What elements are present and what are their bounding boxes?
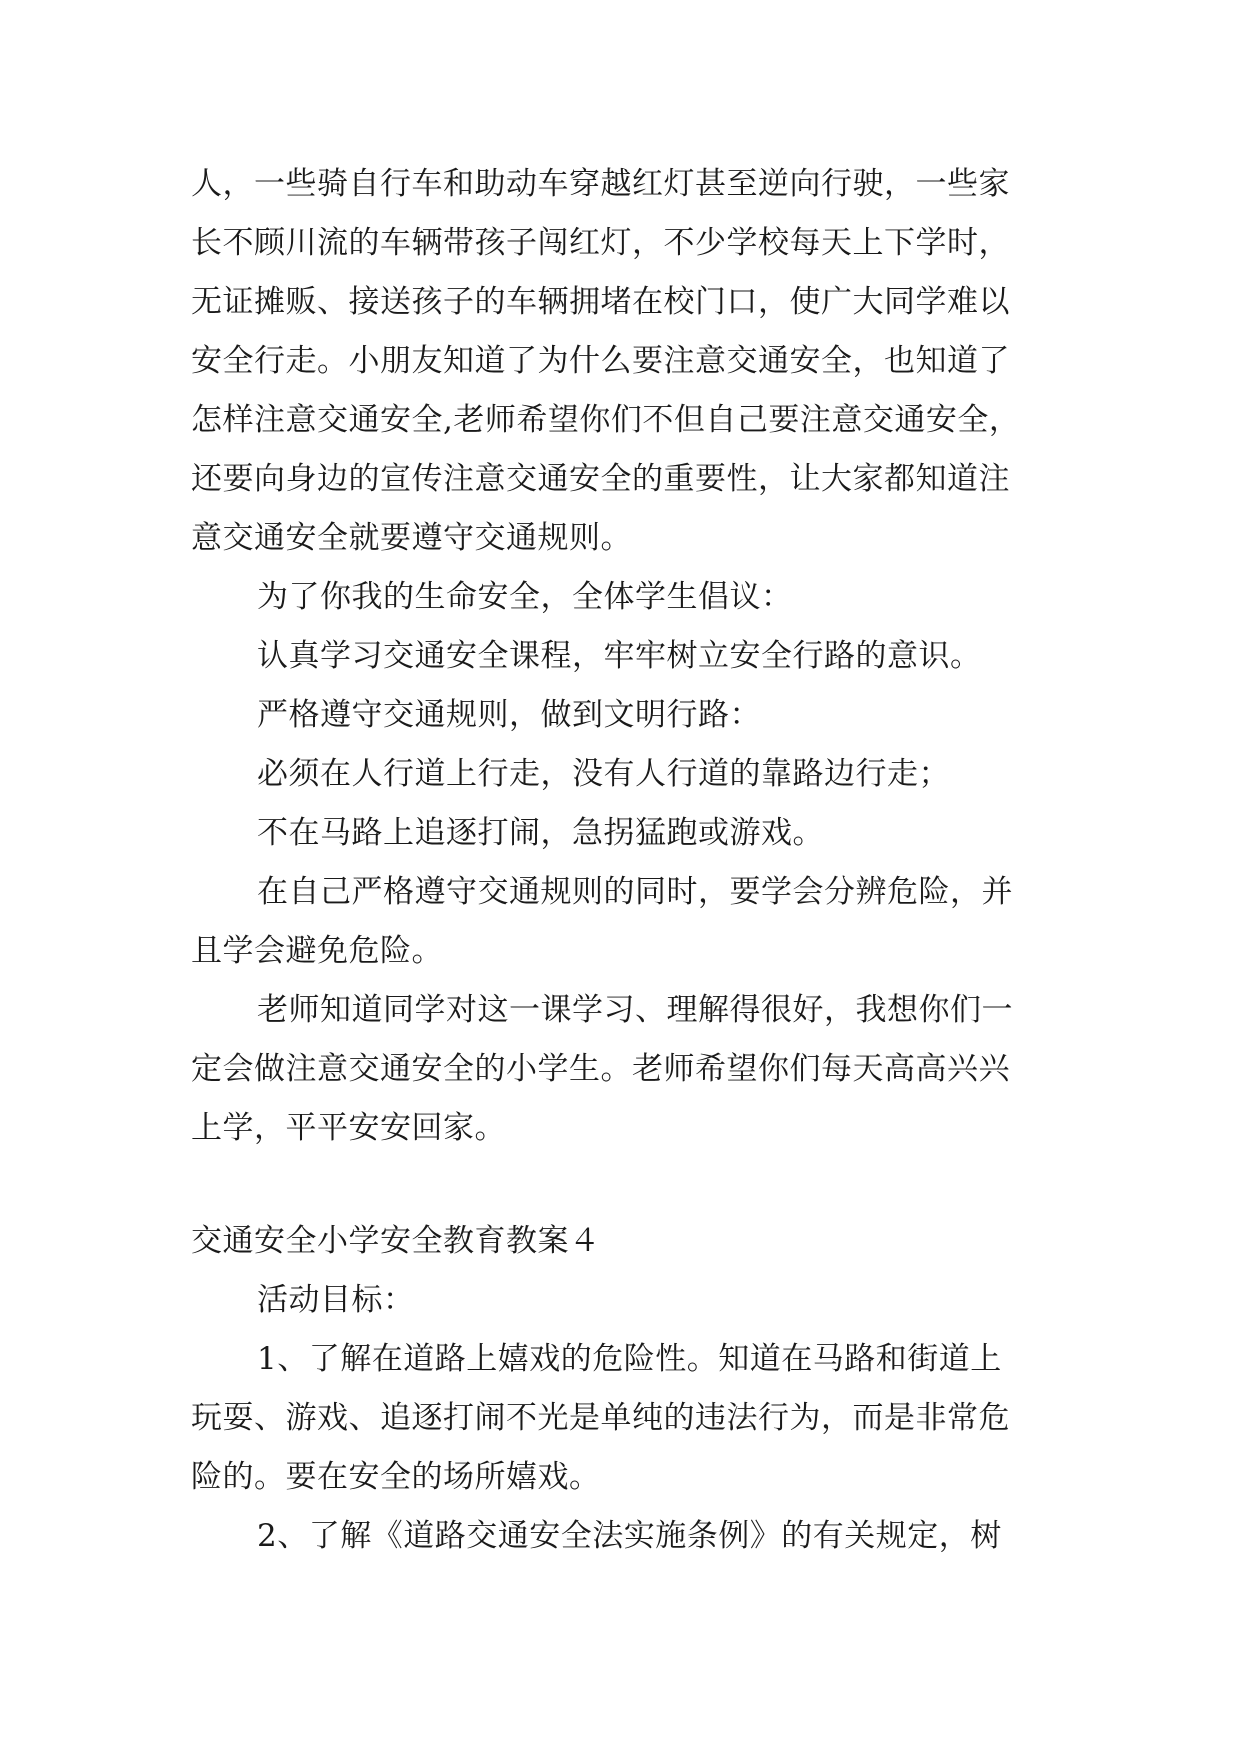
text-line: 1、了解在道路上嬉戏的危险性。知道在马路和街道上 [257,1341,1002,1377]
text-line: 定会做注意交通安全的小学生。老师希望你们每天高高兴兴 [191,1051,1010,1087]
section-text [191,1212,1071,1566]
text-line: 长不顾川流的车辆带孩子闯红灯，不少学校每天上下学时， [191,225,1010,261]
text-line: 2、了解《道路交通安全法实施条例》的有关规定，树 [257,1518,1002,1554]
text-line: 为了你我的生命安全，全体学生倡议： [257,579,793,615]
text-line: 且学会避免危险。 [191,933,443,969]
text-line: 无证摊贩、接送孩子的车辆拥堵在校门口，使广大同学难以 [191,284,1010,320]
text-line: 怎样注意交通安全,老师希望你们不但自己要注意交通安全， [191,402,1021,438]
text-line: 安全行走。小朋友知道了为什么要注意交通安全，也知道了 [191,343,1010,379]
text-line: 玩耍、游戏、追逐打闹不光是单纯的违法行为，而是非常危 [191,1400,1010,1436]
text-line: 不在马路上追逐打闹，急拐猛跑或游戏。 [257,815,824,851]
text-line: 险的。要在安全的场所嬉戏。 [191,1459,601,1495]
text-line: 人，一些骑自行车和助动车穿越红灯甚至逆向行驶，一些家 [191,166,1010,202]
text-line: 严格遵守交通规则，做到文明行路： [257,697,761,733]
text-line: 在自己严格遵守交通规则的同时，要学会分辨危险，并 [257,874,1013,910]
text-line: 意交通安全就要遵守交通规则。 [191,520,632,556]
text-line: 必须在人行道上行走，没有人行道的靠路边行走； [257,756,950,792]
text-line: 认真学习交通安全课程，牢牢树立安全行路的意识。 [257,638,982,674]
body-text [191,155,1071,1158]
text-line: 活动目标： [257,1282,415,1318]
text-line: 老师知道同学对这一课学习、理解得很好，我想你们一 [257,992,1013,1028]
text-line: 还要向身边的宣传注意交通安全的重要性，让大家都知道注 [191,461,1010,497]
section-heading: 交通安全小学安全教育教案４ [191,1223,601,1259]
text-line: 上学，平平安安回家。 [191,1110,506,1146]
